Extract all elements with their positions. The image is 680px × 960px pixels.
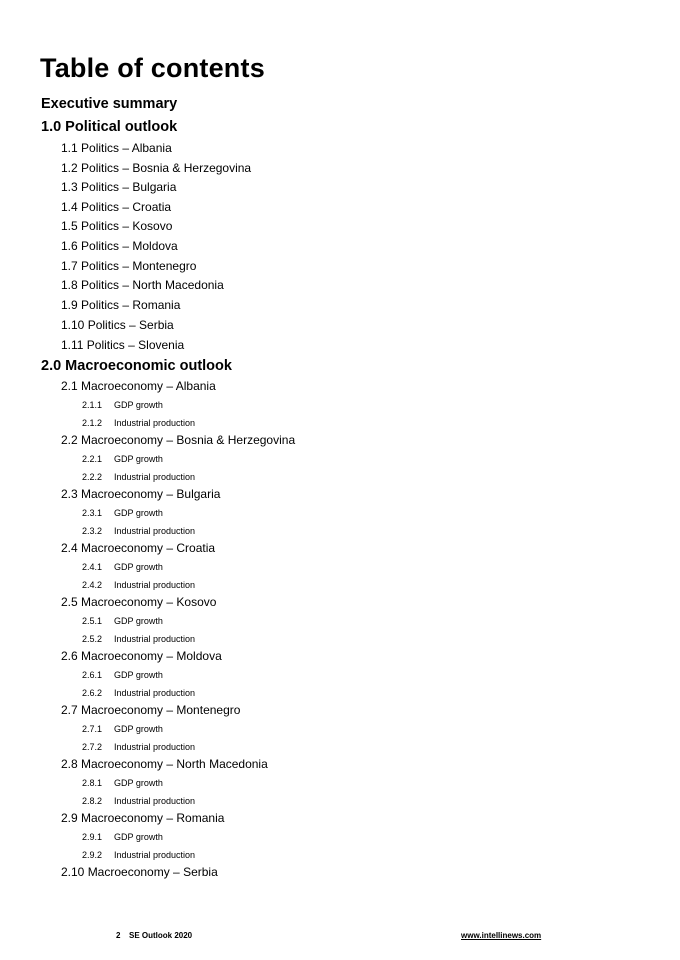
- toc-item-link[interactable]: [82, 561, 163, 573]
- toc-subsection-link[interactable]: 1.5 Politics – Kosovo: [61, 219, 173, 233]
- toc-item-number: 2.7.2: [82, 742, 103, 752]
- toc-item-label: GDP growth: [114, 670, 163, 680]
- toc-item-label: GDP growth: [114, 832, 163, 842]
- toc-item-number: 2.6.2: [82, 688, 103, 698]
- toc-item-label: GDP growth: [114, 562, 163, 572]
- toc-item-number: 2.6.1: [82, 670, 103, 680]
- toc-item-number: 2.1.1: [82, 400, 103, 410]
- toc-subsection-link[interactable]: 2.10 Macroeconomy – Serbia: [61, 865, 218, 879]
- toc-item-link[interactable]: [82, 525, 195, 537]
- toc-item-label: Industrial production: [114, 796, 196, 806]
- toc-item-number: 2.8.2: [82, 796, 103, 806]
- toc-item-link[interactable]: [82, 831, 163, 843]
- toc-subsection-link[interactable]: 2.5 Macroeconomy – Kosovo: [61, 595, 217, 609]
- toc-item-number: 2.9.2: [82, 850, 103, 860]
- toc-subsection-link[interactable]: 2.6 Macroeconomy – Moldova: [61, 649, 222, 663]
- toc-item-label: Industrial production: [114, 850, 196, 860]
- toc-item-label: Industrial production: [114, 742, 196, 752]
- toc-item-number: 2.8.1: [82, 778, 103, 788]
- toc-item-link[interactable]: [82, 399, 163, 411]
- toc-item-label: Industrial production: [114, 580, 196, 590]
- toc-item-label: Industrial production: [114, 472, 196, 482]
- toc-item-number: 2.3.2: [82, 526, 103, 536]
- toc-item-label: GDP growth: [114, 508, 163, 518]
- toc-subsection-link[interactable]: 2.8 Macroeconomy – North Macedonia: [61, 757, 268, 771]
- toc-subsection-link[interactable]: 2.1 Macroeconomy – Albania: [61, 379, 216, 393]
- toc-subsection-link[interactable]: 1.8 Politics – North Macedonia: [61, 278, 224, 292]
- toc-item-link[interactable]: [82, 849, 195, 861]
- toc-item-label: Industrial production: [114, 526, 196, 536]
- toc-subsection-link[interactable]: 1.11 Politics – Slovenia: [61, 338, 185, 352]
- footer-publication-name: SE Outlook 2020: [129, 931, 193, 940]
- toc-item-link[interactable]: [82, 777, 163, 789]
- toc-item-label: GDP growth: [114, 454, 163, 464]
- toc-item-label: Industrial production: [114, 688, 196, 698]
- toc-item-number: 2.4.2: [82, 580, 103, 590]
- toc-item-link[interactable]: [82, 633, 195, 645]
- toc-item-number: 2.5.1: [82, 616, 103, 626]
- toc-subsection-link[interactable]: 2.2 Macroeconomy – Bosnia & Herzegovina: [61, 433, 296, 447]
- toc-item-number: 2.7.1: [82, 724, 103, 734]
- toc-subsection-link[interactable]: 1.7 Politics – Montenegro: [61, 259, 197, 273]
- toc-item-link[interactable]: [82, 615, 163, 627]
- toc-item-number: 2.2.2: [82, 472, 103, 482]
- toc-item-link[interactable]: [82, 453, 163, 465]
- toc-item-link[interactable]: [82, 723, 163, 735]
- toc-item-link[interactable]: [82, 507, 163, 519]
- toc-item-link[interactable]: [82, 795, 195, 807]
- page-title: Table of contents: [40, 53, 265, 83]
- footer-website-link[interactable]: www.intellinews.com: [461, 931, 542, 940]
- toc-item-link[interactable]: [82, 669, 163, 681]
- toc-item-number: 2.3.1: [82, 508, 103, 518]
- toc-subsection-link[interactable]: 1.9 Politics – Romania: [61, 298, 181, 312]
- toc-item-link[interactable]: [82, 741, 195, 753]
- toc-item-link[interactable]: [82, 687, 195, 699]
- toc-subsection-link[interactable]: 1.1 Politics – Albania: [61, 141, 172, 155]
- page-footer: [0, 929, 680, 943]
- toc-item-label: Industrial production: [114, 634, 196, 644]
- toc-subsection-link[interactable]: 2.4 Macroeconomy – Croatia: [61, 541, 216, 555]
- toc-subsection-link[interactable]: 1.4 Politics – Croatia: [61, 200, 172, 214]
- toc-item-link[interactable]: [82, 417, 195, 429]
- toc-item-number: 2.4.1: [82, 562, 103, 572]
- toc-section-link[interactable]: 2.0 Macroeconomic outlook: [41, 358, 232, 374]
- toc-item-label: GDP growth: [114, 400, 163, 410]
- footer-page-number: 2: [116, 931, 121, 940]
- toc-item-label: GDP growth: [114, 778, 163, 788]
- toc-item-number: 2.2.1: [82, 454, 103, 464]
- toc-subsection-link[interactable]: 1.6 Politics – Moldova: [61, 239, 178, 253]
- toc-subsection-link[interactable]: 1.10 Politics – Serbia: [61, 318, 174, 332]
- toc-subsection-link[interactable]: 1.3 Politics – Bulgaria: [61, 180, 177, 194]
- toc-item-label: GDP growth: [114, 616, 163, 626]
- toc-section-link[interactable]: Executive summary: [41, 96, 178, 112]
- toc-section-link[interactable]: 1.0 Political outlook: [41, 119, 178, 135]
- toc-item-label: GDP growth: [114, 724, 163, 734]
- toc-item-number: 2.9.1: [82, 832, 103, 842]
- toc-subsection-link[interactable]: 2.9 Macroeconomy – Romania: [61, 811, 225, 825]
- toc-item-link[interactable]: [82, 579, 195, 591]
- toc-subsection-link[interactable]: 1.2 Politics – Bosnia & Herzegovina: [61, 161, 252, 175]
- toc-item-number: 2.5.2: [82, 634, 103, 644]
- toc-item-number: 2.1.2: [82, 418, 103, 428]
- toc-subsection-link[interactable]: 2.3 Macroeconomy – Bulgaria: [61, 487, 221, 501]
- toc-subsection-link[interactable]: 2.7 Macroeconomy – Montenegro: [61, 703, 241, 717]
- toc-item-label: Industrial production: [114, 418, 196, 428]
- toc-item-link[interactable]: [82, 471, 195, 483]
